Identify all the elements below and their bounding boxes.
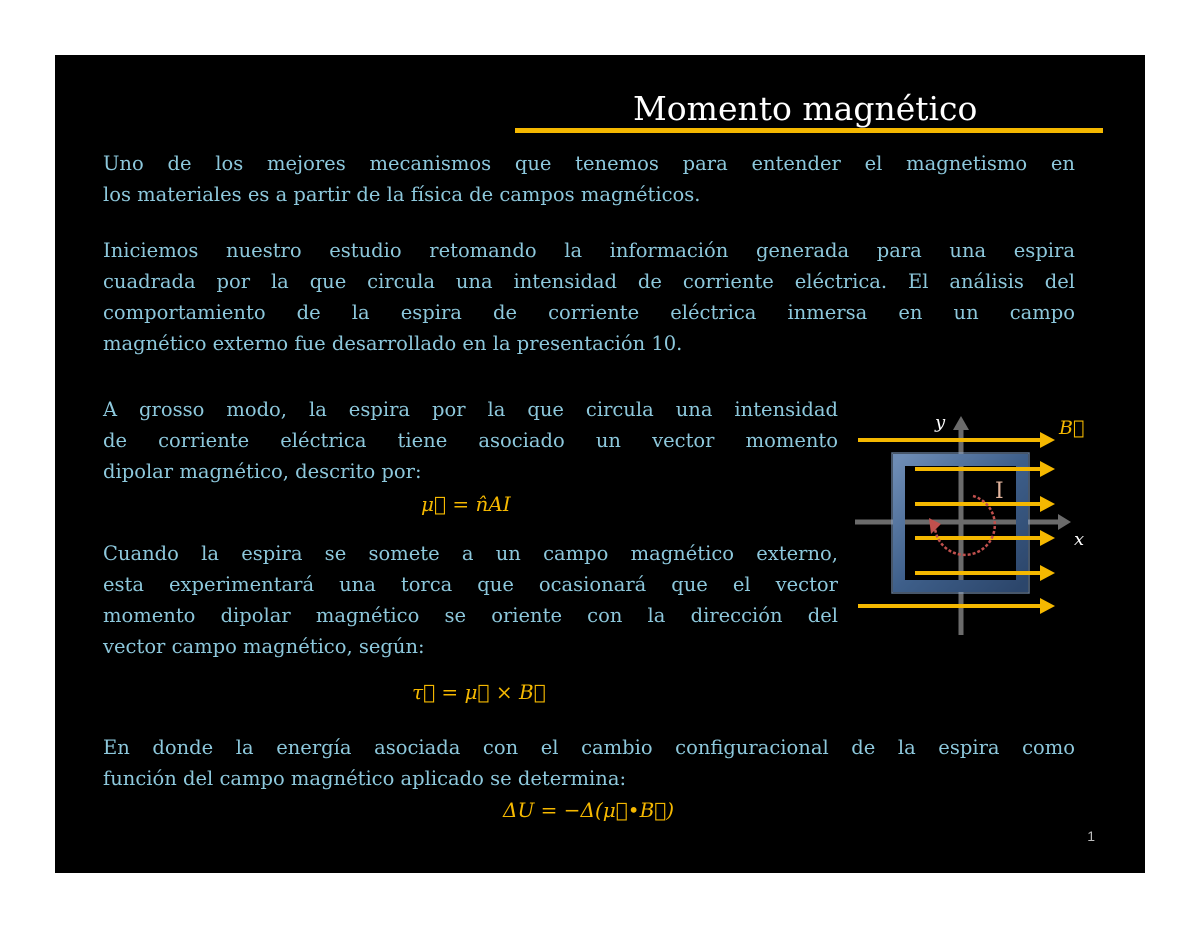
field-arrow xyxy=(915,496,1055,512)
equation-moment: μ⃗ = n̂AI xyxy=(421,492,511,516)
loop-diagram xyxy=(855,410,1095,640)
equation-energy: ΔU = −Δ(μ⃗•B⃗) xyxy=(503,798,675,822)
slide-title: Momento magnético xyxy=(633,89,978,128)
equation-torque: τ⃗ = μ⃗ × B⃗ xyxy=(412,680,546,704)
text-line: Uno de los mejores mecanismos que tenemos para entender el magnetismo en xyxy=(103,152,1075,175)
field-label: B⃗ xyxy=(1059,417,1085,439)
text-line: cuadrada por la que circula una intensidad de corriente eléctrica. El análisis del xyxy=(103,270,1075,293)
text-line: En donde la energía asociada con el cambio configuracional de la espira como xyxy=(103,736,1075,759)
field-arrow xyxy=(915,565,1055,581)
field-arrow xyxy=(915,530,1055,546)
paragraph-intro xyxy=(103,148,1075,210)
paragraph-energy xyxy=(103,732,1075,794)
page-number: 1 xyxy=(1087,828,1095,844)
current-label: I xyxy=(995,479,1004,504)
title-underline xyxy=(515,128,1103,133)
text-line: Iniciemos nuestro estudio retomando la información generada para una espira xyxy=(103,239,1075,262)
text-line: momento dipolar magnético se oriente con la dirección del xyxy=(103,604,838,627)
slide xyxy=(55,55,1145,873)
text-line: dipolar magnético, descrito por: xyxy=(103,460,422,483)
paragraph-torque xyxy=(103,538,838,662)
x-axis-label: x xyxy=(1074,529,1085,550)
paragraph-dipole xyxy=(103,394,838,487)
text-line: vector campo magnético, según: xyxy=(103,635,425,658)
text-line: comportamiento de la espira de corriente eléctrica inmersa en un campo xyxy=(103,301,1075,324)
text-line: A grosso modo, la espira por la que circula una intensidad xyxy=(103,398,838,421)
text-line: esta experimentará una torca que ocasionará que el vector xyxy=(103,573,838,596)
text-line: Cuando la espira se somete a un campo magnético externo, xyxy=(103,542,838,565)
field-arrow xyxy=(858,598,1055,614)
paragraph-study xyxy=(103,235,1075,359)
y-axis xyxy=(953,416,969,635)
field-arrow xyxy=(858,432,1055,448)
text-line: de corriente eléctrica tiene asociado un vector momento xyxy=(103,429,838,452)
text-line: los materiales es a partir de la física de campos magnéticos. xyxy=(103,183,701,206)
y-axis-label: y xyxy=(935,412,946,433)
text-line: magnético externo fue desarrollado en la presentación 10. xyxy=(103,332,683,355)
text-line: función del campo magnético aplicado se determina: xyxy=(103,767,627,790)
